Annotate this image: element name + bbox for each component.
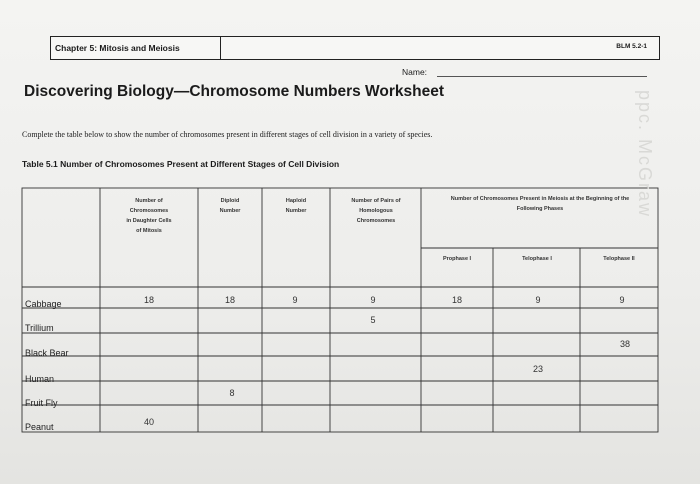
cell-cabbage-telophase2[interactable]: 9 bbox=[619, 295, 625, 305]
header-haploid bbox=[268, 196, 324, 216]
cell-cabbage-diploid[interactable]: 18 bbox=[224, 295, 235, 305]
header-line: in Daughter Cells bbox=[126, 218, 172, 224]
cell-trillium-pairs[interactable]: 5 bbox=[370, 315, 376, 325]
header-line: Number of bbox=[135, 198, 163, 204]
publisher-watermark: ppc. McGraw bbox=[635, 90, 655, 219]
header-line: Number of Pairs of bbox=[351, 198, 401, 204]
cell-cabbage-prophase[interactable]: 18 bbox=[451, 295, 462, 305]
species-trillium: Trillium bbox=[25, 323, 54, 333]
cell-fruit-fly-diploid[interactable]: 8 bbox=[229, 388, 235, 398]
cell-peanut-daughter[interactable]: 40 bbox=[143, 417, 154, 427]
header-line: Chromosomes bbox=[356, 218, 396, 224]
header-line: Number bbox=[219, 208, 241, 214]
header-line: Number bbox=[285, 208, 307, 214]
header-line: Number of Chromosomes Present in Meiosis at the Beginning of the bbox=[450, 196, 630, 202]
header-line: Following Phases bbox=[516, 206, 564, 212]
chapter-title: Chapter 5: Mitosis and Meiosis bbox=[51, 37, 221, 59]
species-black-bear: Black Bear bbox=[25, 348, 69, 358]
worksheet-title: Discovering Biology—Chromosome Numbers Worksheet bbox=[24, 83, 445, 100]
species-cabbage: Cabbage bbox=[25, 299, 62, 309]
cell-cabbage-pairs[interactable]: 9 bbox=[370, 295, 376, 305]
cell-cabbage-daughter[interactable]: 18 bbox=[143, 295, 154, 305]
cell-black-bear-telophase2[interactable]: 38 bbox=[619, 339, 630, 349]
header-prophase-1: Prophase I bbox=[442, 256, 472, 262]
header-meiosis bbox=[424, 194, 656, 214]
species-human: Human bbox=[25, 374, 55, 384]
table-caption: Table 5.1 Number of Chromosomes Present at Different Stages of Cell Division bbox=[22, 159, 340, 169]
species-fruit-fly: Fruit Fly bbox=[25, 398, 58, 408]
name-label: Name: bbox=[402, 67, 428, 77]
header-line: of Mitosis bbox=[136, 228, 162, 234]
header-pairs bbox=[334, 196, 418, 226]
header-line: Chromosomes bbox=[129, 208, 169, 214]
cell-cabbage-haploid[interactable]: 9 bbox=[292, 295, 298, 305]
header-diploid bbox=[204, 196, 256, 216]
instructions-text: Complete the table below to show the number of chromosomes present in different stages of cell division in a variety of species. bbox=[22, 130, 433, 139]
species-peanut: Peanut bbox=[25, 422, 54, 432]
cell-human-telophase1[interactable]: 23 bbox=[532, 364, 543, 374]
header-daughter-cells bbox=[108, 196, 190, 236]
header-line: Haploid bbox=[285, 198, 307, 204]
cell-cabbage-telophase1[interactable]: 9 bbox=[535, 295, 541, 305]
header-telophase-2: Telophase II bbox=[603, 256, 635, 262]
header-telophase-1: Telophase I bbox=[522, 256, 552, 262]
header-line: Homologous bbox=[359, 208, 393, 214]
blm-code: BLM 5.2-1 bbox=[616, 43, 647, 50]
header-line: Diploid bbox=[220, 198, 240, 204]
